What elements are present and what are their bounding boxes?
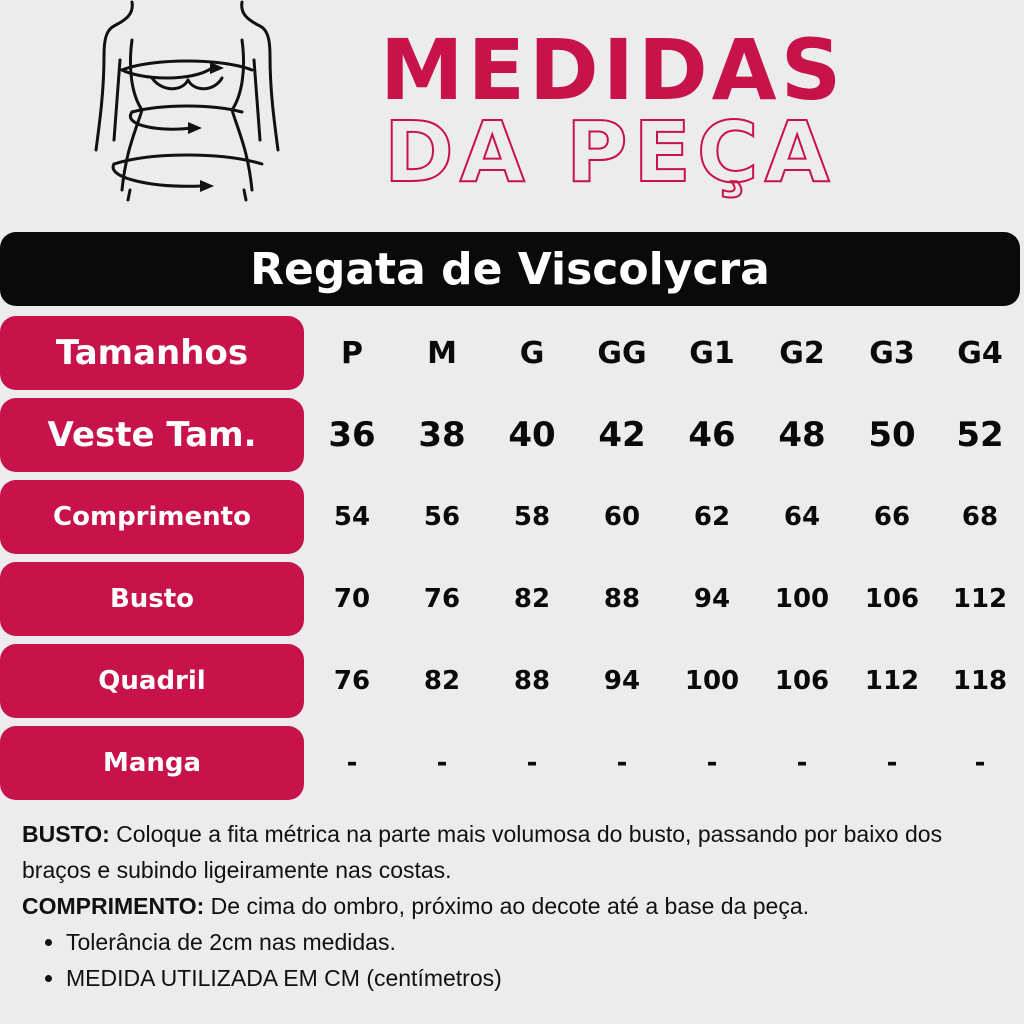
row-label: Veste Tam. [0, 398, 304, 472]
notes-list [22, 924, 1002, 996]
table-cell: 70 [333, 584, 371, 614]
table-cell: 76 [423, 584, 461, 614]
table-cell: - [974, 748, 986, 778]
table-cell: 118 [952, 666, 1008, 696]
product-name-banner [0, 232, 1020, 306]
list-item: • Tolerância de 2cm nas medidas. [66, 924, 1002, 960]
table-cell: 50 [868, 415, 916, 455]
table-cell: 112 [952, 584, 1008, 614]
table-row [0, 726, 1024, 800]
row-label: Comprimento [0, 480, 304, 554]
page-title: MEDIDAS [380, 21, 846, 119]
table-row [0, 644, 1024, 718]
table-row [0, 562, 1024, 636]
table-cell: 100 [684, 666, 740, 696]
table-cell: - [616, 748, 628, 778]
table-cell: 40 [508, 415, 556, 455]
row-values [308, 726, 1024, 800]
table-cell: G1 [689, 335, 735, 371]
measurement-notes [22, 816, 1002, 996]
table-cell: 106 [864, 584, 920, 614]
table-cell: 60 [603, 502, 641, 532]
table-cell: 100 [774, 584, 830, 614]
row-values [308, 480, 1024, 554]
table-cell: 76 [333, 666, 371, 696]
row-values [308, 562, 1024, 636]
page-subtitle: DA PEÇA [384, 103, 836, 201]
comprimento-note-label: COMPRIMENTO: [22, 893, 205, 919]
table-cell: 106 [774, 666, 830, 696]
body-measurement-icon [92, 0, 282, 205]
table-cell: 36 [328, 415, 376, 455]
table-row [0, 316, 1024, 390]
table-cell: 48 [778, 415, 826, 455]
table-cell: 54 [333, 502, 371, 532]
table-cell: 112 [864, 666, 920, 696]
table-cell: 82 [513, 584, 551, 614]
table-cell: - [796, 748, 808, 778]
table-cell: 68 [961, 502, 999, 532]
row-label: Busto [0, 562, 304, 636]
table-cell: 82 [423, 666, 461, 696]
table-cell: G [519, 335, 545, 371]
table-cell: - [886, 748, 898, 778]
row-label: Tamanhos [0, 316, 304, 390]
busto-note-label: BUSTO: [22, 821, 110, 847]
table-cell: 94 [693, 584, 731, 614]
list-item: • MEDIDA UTILIZADA EM CM (centímetros) [66, 960, 1002, 996]
table-row [0, 398, 1024, 472]
table-cell: GG [597, 335, 647, 371]
table-cell: 66 [873, 502, 911, 532]
table-cell: 94 [603, 666, 641, 696]
table-cell: 38 [418, 415, 466, 455]
table-cell: G2 [779, 335, 825, 371]
product-name: Regata de Viscolycra [250, 243, 770, 295]
table-cell: P [341, 335, 363, 371]
table-cell: 42 [598, 415, 646, 455]
table-cell: M [427, 335, 457, 371]
comprimento-note-text: De cima do ombro, próximo ao decote até a base da peça. [204, 893, 810, 919]
table-cell: 52 [956, 415, 1004, 455]
table-cell: 88 [603, 584, 641, 614]
table-cell: 56 [423, 502, 461, 532]
row-values [308, 316, 1024, 390]
table-row [0, 480, 1024, 554]
comprimento-note [22, 888, 1002, 924]
table-cell: - [346, 748, 358, 778]
row-values [308, 644, 1024, 718]
table-cell: G3 [869, 335, 915, 371]
table-cell: - [436, 748, 448, 778]
table-cell: 62 [693, 502, 731, 532]
table-cell: 64 [783, 502, 821, 532]
busto-note [22, 816, 1002, 888]
table-cell: 88 [513, 666, 551, 696]
table-cell: - [526, 748, 538, 778]
table-cell: 58 [513, 502, 551, 532]
busto-note-text: Coloque a fita métrica na parte mais volumosa do busto, passando por baixo dos braços e subindo ligeiramente nas costas. [22, 821, 943, 883]
table-cell: 46 [688, 415, 736, 455]
row-values [308, 398, 1024, 472]
row-label: Manga [0, 726, 304, 800]
row-label: Quadril [0, 644, 304, 718]
table-cell: G4 [957, 335, 1003, 371]
table-cell: - [706, 748, 718, 778]
